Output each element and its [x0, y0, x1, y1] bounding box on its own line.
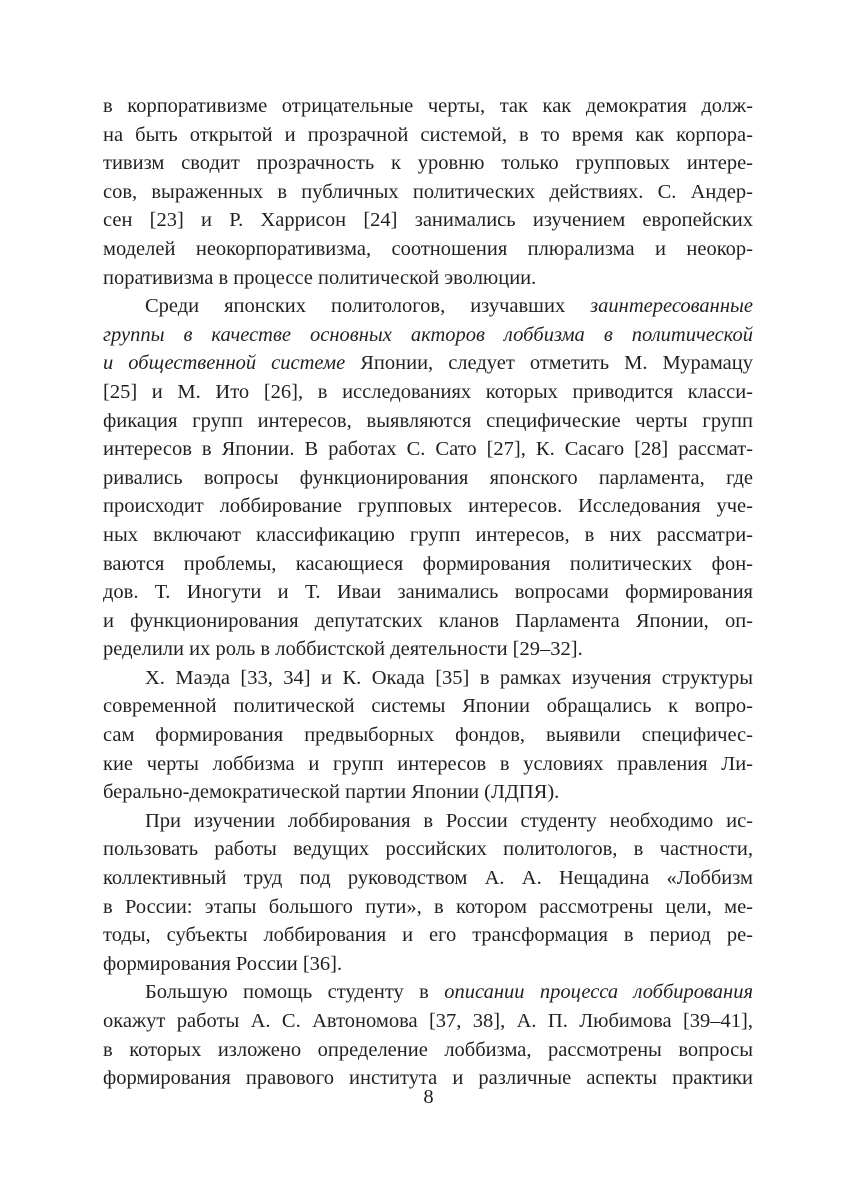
- text-segment: тоды, субъекты лоббирования и его трансформация в период ре-: [103, 924, 753, 947]
- page-number: 8: [423, 1086, 434, 1108]
- text-line: [103, 864, 753, 893]
- text-line: [103, 435, 753, 464]
- text-line: [103, 492, 753, 521]
- text-line: [103, 578, 753, 607]
- text-line: [103, 550, 753, 579]
- italic-text: группы в качестве основных акторов лоббизма в политической: [103, 323, 753, 346]
- text-line: [103, 264, 753, 293]
- text-segment: сен [23] и Р. Харрисон [24] занимались изучением европейских: [103, 209, 753, 232]
- text-line: [103, 407, 753, 436]
- text-line: [103, 835, 753, 864]
- text-line: [103, 978, 753, 1007]
- text-segment: происходит лоббирование групповых интересов. Исследования уче-: [103, 495, 753, 518]
- text-segment: ределили их роль в лоббистской деятельности [29–32].: [103, 638, 583, 661]
- text-line: [103, 921, 753, 950]
- text-line: [103, 692, 753, 721]
- text-segment: берально-демократической партии Японии (ЛДПЯ).: [103, 781, 560, 804]
- text-segment: поративизма в процессе политической эволюции.: [103, 266, 537, 289]
- text-segment: При изучении лоббирования в России студенту необходимо ис-: [145, 809, 753, 832]
- text-segment: ных включают классификацию групп интересов, в них рассматри-: [103, 523, 753, 546]
- text-line: [103, 206, 753, 235]
- text-segment: формирования России [36].: [103, 952, 343, 975]
- text-line: [103, 750, 753, 779]
- text-segment: кие черты лоббизма и групп интересов в условиях правления Ли-: [103, 752, 753, 775]
- text-line: [103, 178, 753, 207]
- text-line: [103, 464, 753, 493]
- text-segment: тивизм сводит прозрачность к уровню только групповых интере-: [103, 152, 753, 175]
- text-segment: Японии, следует отметить М. Мурамацу: [345, 352, 754, 375]
- paragraph: [103, 978, 753, 1092]
- text-segment: сов, выраженных в публичных политических действиях. С. Андер-: [103, 180, 753, 203]
- text-line: [103, 149, 753, 178]
- text-segment: в России: этапы большого пути», в котором рассмотрены цели, ме-: [103, 895, 753, 918]
- text-line: [103, 807, 753, 836]
- text-segment: и функционирования депутатских кланов Парламента Японии, оп-: [103, 609, 753, 632]
- text-segment: Среди японских политологов, изучавших: [145, 295, 591, 318]
- paragraph: [103, 664, 753, 807]
- text-segment: пользовать работы ведущих российских политологов, в частности,: [103, 838, 753, 861]
- text-segment: моделей неокорпоративизма, соотношения плюрализма и неокор-: [103, 237, 753, 260]
- text-segment: коллективный труд под руководством А. А. Нещадина «Лоббизм: [103, 867, 753, 890]
- text-line: [103, 1007, 753, 1036]
- text-line: [103, 721, 753, 750]
- text-segment: Х. Маэда [33, 34] и К. Окада [35] в рамках изучения структуры: [145, 666, 753, 689]
- text-segment: формирования правового института и различные аспекты практики: [103, 1067, 753, 1090]
- paragraph: [103, 92, 753, 292]
- text-line: [103, 1036, 753, 1065]
- text-line: [103, 635, 753, 664]
- text-segment: современной политической системы Японии обращались к вопро-: [103, 695, 753, 718]
- text-segment: в корпоративизме отрицательные черты, так как демократия долж-: [103, 95, 753, 117]
- italic-text: описании процесса лоббирования: [444, 981, 753, 1004]
- text-line: [103, 521, 753, 550]
- italic-text: заинтересованные: [590, 295, 753, 318]
- text-segment: в которых изложено определение лоббизма, рассмотрены вопросы: [103, 1038, 753, 1061]
- text-line: [103, 321, 753, 350]
- paragraph: [103, 807, 753, 979]
- text-segment: интересов в Японии. В работах С. Сато [27], К. Сасаго [28] рассмат-: [103, 438, 753, 461]
- text-line: [103, 778, 753, 807]
- text-line: [103, 349, 753, 378]
- text-segment: Большую помощь студенту в: [145, 981, 445, 1004]
- text-segment: [25] и М. Ито [26], в исследованиях которых приводится класси-: [103, 380, 753, 403]
- text-line: [103, 121, 753, 150]
- italic-text: и общественной системе: [103, 352, 346, 375]
- text-segment: окажут работы А. С. Автономова [37, 38], А. П. Любимова [39–41],: [103, 1010, 753, 1032]
- text-line: [103, 378, 753, 407]
- text-segment: сам формирования предвыборных фондов, выявили специфичес-: [103, 724, 753, 747]
- text-segment: фикация групп интересов, выявляются специфические черты групп: [103, 409, 753, 432]
- text-segment: ривались вопросы функционирования японского парламента, где: [103, 466, 753, 489]
- text-line: [103, 235, 753, 264]
- text-line: [103, 664, 753, 693]
- paragraph: [103, 292, 753, 664]
- text-segment: на быть открытой и прозрачной системой, в то время как корпора-: [103, 123, 753, 146]
- text-segment: ваются проблемы, касающиеся формирования политических фон-: [103, 552, 753, 575]
- text-segment: дов. Т. Иногути и Т. Иваи занимались вопросами формирования: [103, 581, 753, 604]
- text-line: [103, 292, 753, 321]
- text-line: [103, 92, 753, 121]
- text-line: [103, 607, 753, 636]
- text-line: [103, 950, 753, 979]
- page-body: [103, 92, 753, 1093]
- text-line: [103, 893, 753, 922]
